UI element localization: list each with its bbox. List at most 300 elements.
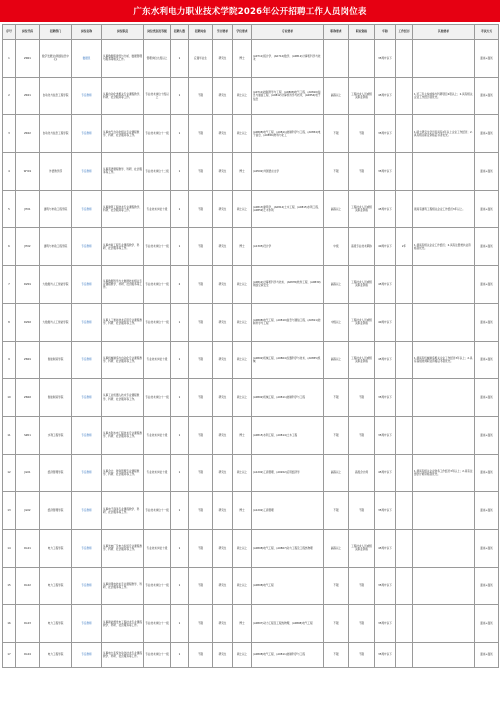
department-cell: 电力工程学院: [40, 567, 72, 605]
target-applicants-cell: 不限: [189, 379, 213, 417]
title-requirement-cell: 副高以上: [324, 77, 349, 115]
qualification-cell: 工程技术人员或相关职业资格: [349, 529, 375, 567]
table-row: [3, 605, 499, 643]
title-requirement-cell: 副高以上: [324, 266, 349, 304]
table-header-row: [3, 25, 499, 40]
major-requirement-cell: (A0807)动力工程及工程热物理、(A0808)电气工程: [252, 605, 324, 643]
work-experience-cell: 2年: [396, 228, 413, 266]
degree-cell: 硕士以上: [233, 77, 252, 115]
degree-cell: 博士: [233, 605, 252, 643]
position-code-cell: DL02: [16, 567, 40, 605]
row-number-cell: 17: [3, 643, 16, 668]
education-cell: 研究生: [213, 341, 233, 379]
position-code-cell: JH02: [16, 228, 40, 266]
education-cell: 研究生: [213, 492, 233, 530]
table-row: [3, 643, 499, 668]
position-name-cell: 专任教师: [72, 77, 102, 115]
education-cell: 研究生: [213, 266, 233, 304]
degree-cell: 硕士以上: [233, 303, 252, 341]
age-cell: 35周岁以下: [375, 605, 396, 643]
age-cell: 45周岁以下: [375, 77, 396, 115]
department-cell: 电力工程学院: [40, 605, 72, 643]
qualification-cell: 高级会计师: [349, 454, 375, 492]
table-row: [3, 416, 499, 454]
exam-method-cell: 面谈+面试: [475, 40, 499, 78]
work-experience-cell: [396, 454, 413, 492]
major-requirement-cell: (A1202)工商管理、(A0202)应用经济学: [252, 454, 324, 492]
header-cell: 序号: [3, 25, 16, 40]
qualification-cell: 不限: [349, 379, 375, 417]
position-name-cell: 专任教师: [72, 416, 102, 454]
work-experience-cell: [396, 643, 413, 668]
row-number-cell: 15: [3, 567, 16, 605]
major-requirement-cell: (A0802)机械工程、(A0811)控制科学与工程: [252, 379, 324, 417]
title-requirement-cell: 不限: [324, 492, 349, 530]
responsibilities-cell: 从事英语课程教学、科研、社会服务等工作。: [102, 153, 144, 191]
header-cell: 职业资格: [349, 25, 375, 40]
education-cell: 研究生: [213, 40, 233, 78]
education-cell: 研究生: [213, 77, 233, 115]
age-cell: 35周岁以下: [375, 567, 396, 605]
table-body: [3, 40, 499, 668]
table-row: [3, 77, 499, 115]
department-cell: 建筑与市政工程学院: [40, 228, 72, 266]
header-cell: 招聘部门: [40, 25, 72, 40]
title-requirement-cell: 不限: [324, 567, 349, 605]
row-number-cell: 12: [3, 454, 16, 492]
position-code-cell: ZK01: [16, 77, 40, 115]
education-cell: 研究生: [213, 379, 233, 417]
position-name-cell: 专任教师: [72, 492, 102, 530]
title-requirement-cell: 不限: [324, 153, 349, 191]
education-cell: 研究生: [213, 567, 233, 605]
header-cell: 工作经历: [396, 25, 413, 40]
table-row: [3, 454, 499, 492]
other-requirements-cell: 1.硕士研究生学历需具有2年以上企业工作经历；2.具有相关职业资格证书者优先。: [413, 115, 475, 153]
headcount-cell: 1: [171, 115, 189, 153]
target-applicants-cell: 不限: [189, 77, 213, 115]
headcount-cell: 1: [171, 153, 189, 191]
exam-method-cell: 面谈+面试: [475, 228, 499, 266]
position-code-cell: DZ02: [16, 303, 40, 341]
other-requirements-cell: [413, 605, 475, 643]
degree-cell: 硕士以上: [233, 529, 252, 567]
row-number-cell: 7: [3, 266, 16, 304]
department-cell: 智能制造学院: [40, 379, 72, 417]
header-cell: 学历要求: [213, 25, 233, 40]
post-category-cell: 专业技术岗位十一级: [144, 266, 171, 304]
title-requirement-cell: 副高以上: [324, 190, 349, 228]
title-requirement-cell: 中级以上: [324, 303, 349, 341]
post-category-cell: 专业技术岗位十一级: [144, 228, 171, 266]
title-requirement-cell: 副高以上: [324, 341, 349, 379]
education-cell: 研究生: [213, 115, 233, 153]
degree-cell: 博士: [233, 228, 252, 266]
row-number-cell: 6: [3, 228, 16, 266]
post-category-cell: 专业技术岗位十级: [144, 454, 171, 492]
degree-cell: 硕士以上: [233, 567, 252, 605]
major-requirement-cell: (A0815)水利工程、(A0814)土木工程: [252, 416, 324, 454]
department-cell: 经济管理学院: [40, 492, 72, 530]
responsibilities-cell: 从事电力系统自动化技术专业课程教学、科研、社会服务等工作。: [102, 643, 144, 668]
headcount-cell: 1: [171, 228, 189, 266]
work-experience-cell: [396, 153, 413, 191]
table-row: [3, 228, 499, 266]
education-cell: 研究生: [213, 228, 233, 266]
work-experience-cell: [396, 605, 413, 643]
post-category-cell: 专业技术岗位十一级: [144, 379, 171, 417]
responsibilities-cell: 从事发电厂及电力系统专业课程教学、科研、社会服务等工作。: [102, 529, 144, 567]
education-cell: 研究生: [213, 190, 233, 228]
exam-method-cell: 面谈+面试: [475, 303, 499, 341]
major-requirement-cell: (A0711)控制科学与工程、(A0808)电气工程、(A0810)信息与通信工程、(A0812)计算机科学与技术、(A0854)电子信息: [252, 77, 324, 115]
qualification-cell: 工程技术人员或相关职业资格: [349, 341, 375, 379]
department-cell: 自动化与信息工程学院: [40, 115, 72, 153]
target-applicants-cell: 不限: [189, 341, 213, 379]
qualification-cell: 不限: [349, 115, 375, 153]
table-row: [3, 153, 499, 191]
header-cell: 岗位名称: [72, 25, 102, 40]
row-number-cell: 9: [3, 341, 16, 379]
position-name-cell: 专任教师: [72, 567, 102, 605]
position-name-cell: 专任教师: [72, 266, 102, 304]
headcount-cell: 1: [171, 379, 189, 417]
age-cell: 35周岁以下: [375, 643, 396, 668]
work-experience-cell: [396, 379, 413, 417]
headcount-cell: 1: [171, 77, 189, 115]
degree-cell: 博士: [233, 416, 252, 454]
department-cell: 电力工程学院: [40, 643, 72, 668]
table-row: [3, 40, 499, 78]
exam-method-cell: 面谈+面试: [475, 529, 499, 567]
degree-cell: 博士: [233, 492, 252, 530]
title-requirement-cell: 不限: [324, 379, 349, 417]
exam-method-cell: 面谈+面试: [475, 605, 499, 643]
responsibilities-cell: 从事电子商务专业课程教学、科研、社会服务等工作。: [102, 492, 144, 530]
position-name-cell: 专任教师: [72, 190, 102, 228]
work-experience-cell: [396, 40, 413, 78]
degree-cell: 硕士以上: [233, 190, 252, 228]
department-cell: 大数据与人工智能学院: [40, 303, 72, 341]
post-category-cell: 专业技术岗位十级: [144, 416, 171, 454]
department-cell: 数字发展处(网络信息中心): [40, 40, 72, 78]
header-cell: 专业要求: [252, 25, 324, 40]
education-cell: 研究生: [213, 153, 233, 191]
qualification-cell: 不限: [349, 567, 375, 605]
headcount-cell: 1: [171, 567, 189, 605]
age-cell: 35周岁以下: [375, 492, 396, 530]
qualification-cell: 工程技术人员或相关职业资格: [349, 77, 375, 115]
position-code-cell: DL04: [16, 643, 40, 668]
other-requirements-cell: [413, 567, 475, 605]
degree-cell: 硕士以上: [233, 266, 252, 304]
post-category-cell: 专业技术岗位十级: [144, 190, 171, 228]
header-cell: 年龄: [375, 25, 396, 40]
position-code-cell: JG01: [16, 454, 40, 492]
headcount-cell: 1: [171, 454, 189, 492]
position-name-cell: 专任教师: [72, 303, 102, 341]
age-cell: 45周岁以下: [375, 266, 396, 304]
exam-method-cell: 面谈+面试: [475, 643, 499, 668]
education-cell: 研究生: [213, 416, 233, 454]
table-row: [3, 567, 499, 605]
headcount-cell: 1: [171, 303, 189, 341]
major-requirement-cell: (A1305)设计学: [252, 228, 324, 266]
headcount-cell: 1: [171, 40, 189, 78]
title-requirement-cell: 不限: [324, 416, 349, 454]
position-name-cell: 专任教师: [72, 153, 102, 191]
post-category-cell: 专业技术岗位十一级: [144, 605, 171, 643]
post-category-cell: 专业技术岗位十级: [144, 341, 171, 379]
title-requirement-cell: 副高以上: [324, 529, 349, 567]
qualification-cell: 不限: [349, 416, 375, 454]
target-applicants-cell: 不限: [189, 228, 213, 266]
department-cell: 自动化与信息工程学院: [40, 77, 72, 115]
responsibilities-cell: 从事建筑工程技术专业课程教学、科研、社会服务等工作。: [102, 190, 144, 228]
age-cell: 45周岁以下: [375, 341, 396, 379]
header-cell: 职称要求: [324, 25, 349, 40]
target-applicants-cell: 不限: [189, 529, 213, 567]
position-code-cell: ZN01: [16, 341, 40, 379]
degree-cell: 硕士以上: [233, 643, 252, 668]
age-cell: 35周岁以下: [375, 379, 396, 417]
title-requirement-cell: 副高以上: [324, 454, 349, 492]
position-code-cell: JG02: [16, 492, 40, 530]
degree-cell: 硕士以上: [233, 379, 252, 417]
header-cell: 岗位职责: [102, 25, 144, 40]
target-applicants-cell: 不限: [189, 643, 213, 668]
position-code-cell: JH01: [16, 190, 40, 228]
post-category-cell: 专业技术岗位十二级: [144, 153, 171, 191]
responsibilities-cell: 从事会计、财务管理专业课程教学、科研、社会服务等工作。: [102, 454, 144, 492]
age-cell: 40周岁以下: [375, 303, 396, 341]
headcount-cell: 1: [171, 529, 189, 567]
education-cell: 研究生: [213, 529, 233, 567]
work-experience-cell: [396, 266, 413, 304]
education-cell: 研究生: [213, 303, 233, 341]
title-requirement-cell: 不限: [324, 605, 349, 643]
exam-method-cell: 面谈+面试: [475, 454, 499, 492]
degree-cell: 硕士以上: [233, 115, 252, 153]
target-applicants-cell: 不限: [189, 492, 213, 530]
position-name-cell: 专任教师: [72, 228, 102, 266]
work-experience-cell: [396, 190, 413, 228]
other-requirements-cell: [413, 379, 475, 417]
title-bar: [0, 0, 500, 22]
headcount-cell: 1: [171, 605, 189, 643]
header-cell: 招聘对象: [189, 25, 213, 40]
work-experience-cell: [396, 303, 413, 341]
department-cell: 外语教学部: [40, 153, 72, 191]
responsibilities-cell: 从事新能源发电工程技术专业课程教学、科研、社会服务等工作。: [102, 605, 144, 643]
title-requirement-cell: 不限: [324, 643, 349, 668]
page-title: 广东水利电力职业技术学院2026年公开招聘工作人员岗位表: [133, 7, 367, 17]
row-number-cell: 16: [3, 605, 16, 643]
qualification-cell: 不限: [349, 153, 375, 191]
exam-method-cell: 面谈+面试: [475, 266, 499, 304]
exam-method-cell: 面谈+面试: [475, 492, 499, 530]
target-applicants-cell: 不限: [189, 416, 213, 454]
major-requirement-cell: (A0812)计算机科学与技术、(A0835)软件工程、(A0839)网络空间安全: [252, 266, 324, 304]
header-cell: 其他要求: [413, 25, 475, 40]
exam-method-cell: 面谈+面试: [475, 153, 499, 191]
table-row: [3, 303, 499, 341]
work-experience-cell: [396, 567, 413, 605]
work-experience-cell: [396, 77, 413, 115]
responsibilities-cell: 从事数据科学与大数据技术相关专业课程教学、科研、社会服务等工作。: [102, 266, 144, 304]
post-category-cell: 专业技术岗位十一级: [144, 567, 171, 605]
post-category-cell: 专业技术岗位十一级: [144, 492, 171, 530]
major-requirement-cell: (A0711)统计学、(A0712)数学、(A0812)计算机科学与技术: [252, 40, 324, 78]
department-cell: 大数据与人工智能学院: [40, 266, 72, 304]
row-number-cell: 10: [3, 379, 16, 417]
qualification-cell: 高级专业技术职称: [349, 228, 375, 266]
major-requirement-cell: (A0808)电气工程、(A0811)控制科学与工程、(A0854)电子信息、(A0856)材料与化工: [252, 115, 324, 153]
table-row: [3, 341, 499, 379]
target-applicants-cell: 不限: [189, 190, 213, 228]
target-applicants-cell: 不限: [189, 567, 213, 605]
table-row: [3, 190, 499, 228]
target-applicants-cell: 不限: [189, 153, 213, 191]
title-requirement-cell: [324, 40, 349, 78]
position-name-cell: 专任教师: [72, 605, 102, 643]
age-cell: 45周岁以下: [375, 529, 396, 567]
headcount-cell: 1: [171, 416, 189, 454]
table-row: [3, 379, 499, 417]
work-experience-cell: [396, 115, 413, 153]
department-cell: 智能制造学院: [40, 341, 72, 379]
department-cell: 水利工程学院: [40, 416, 72, 454]
row-number-cell: 11: [3, 416, 16, 454]
major-requirement-cell: (A0808)电气工程、(A0811)控制科学与工程: [252, 643, 324, 668]
work-experience-cell: [396, 416, 413, 454]
responsibilities-cell: 从事人工智能技术应用专业课程教学、科研、社会服务等工作。: [102, 303, 144, 341]
row-number-cell: 14: [3, 529, 16, 567]
exam-method-cell: 面谈+面试: [475, 77, 499, 115]
row-number-cell: 3: [3, 115, 16, 153]
degree-cell: 硕士以上: [233, 341, 252, 379]
table-row: [3, 492, 499, 530]
age-cell: 35周岁以下: [375, 416, 396, 454]
header-cell: 岗位代码: [16, 25, 40, 40]
other-requirements-cell: [413, 643, 475, 668]
qualification-cell: 不限: [349, 643, 375, 668]
age-cell: 35周岁以下: [375, 115, 396, 153]
education-cell: 研究生: [213, 454, 233, 492]
exam-method-cell: 面谈+面试: [475, 341, 499, 379]
other-requirements-cell: [413, 40, 475, 78]
title-requirement-cell: 中级: [324, 228, 349, 266]
position-name-cell: 专任教师: [72, 115, 102, 153]
degree-cell: 博士: [233, 153, 252, 191]
other-requirements-cell: 1.须具有相关企业工作经历；2.具有注册类执业资格者优先。: [413, 228, 475, 266]
responsibilities-cell: 从事数据库建设与分析、数据管理与服务等相关工作。: [102, 40, 144, 78]
exam-method-cell: 面谈+面试: [475, 190, 499, 228]
qualification-cell: 工程技术人员或相关职业资格: [349, 266, 375, 304]
post-category-cell: 专业技术岗位十一级: [144, 115, 171, 153]
degree-cell: 博士: [233, 40, 252, 78]
other-requirements-cell: 1.须具有相关企业财务工作经历3年以上；2.具有注册会计师资格者优先。: [413, 454, 475, 492]
headcount-cell: 1: [171, 492, 189, 530]
headcount-cell: 1: [171, 190, 189, 228]
major-requirement-cell: (A0808)电气工程: [252, 567, 324, 605]
row-number-cell: 8: [3, 303, 16, 341]
positions-table: [2, 24, 499, 668]
position-name-cell: 专任教师: [72, 454, 102, 492]
post-category-cell: 专业技术岗位十一级: [144, 303, 171, 341]
target-applicants-cell: 不限: [189, 454, 213, 492]
age-cell: 35周岁以下: [375, 40, 396, 78]
other-requirements-cell: [413, 416, 475, 454]
position-code-cell: DZ01: [16, 266, 40, 304]
header-cell: 招聘人数: [171, 25, 189, 40]
target-applicants-cell: 不限: [189, 303, 213, 341]
header-cell: 岗位类别及等级: [144, 25, 171, 40]
position-name-cell: 专任教师: [72, 379, 102, 417]
education-cell: 研究生: [213, 643, 233, 668]
major-requirement-cell: (A0808)电气工程、(A0807)动力工程及工程热物理: [252, 529, 324, 567]
work-experience-cell: [396, 341, 413, 379]
header-cell: 学位要求: [233, 25, 252, 40]
position-code-cell: DL01: [16, 529, 40, 567]
other-requirements-cell: [413, 303, 475, 341]
row-number-cell: 2: [3, 77, 16, 115]
department-cell: 电力工程学院: [40, 529, 72, 567]
target-applicants-cell: 不限: [189, 605, 213, 643]
responsibilities-cell: 从事机械制造与自动化专业课程教学、科研、社会服务等工作。: [102, 341, 144, 379]
responsibilities-cell: 从事供用电技术专业课程教学、科研、社会服务等工作。: [102, 567, 144, 605]
exam-method-cell: 面谈+面试: [475, 115, 499, 153]
target-applicants-cell: 不限: [189, 266, 213, 304]
other-requirements-cell: 须具有建筑工程相关企业工作经历3年以上。: [413, 190, 475, 228]
exam-method-cell: 面谈+面试: [475, 379, 499, 417]
degree-cell: 硕士以上: [233, 454, 252, 492]
responsibilities-cell: 从事自动化类相关专业课程教学、科研、社会服务等工作。: [102, 77, 144, 115]
position-code-cell: ZR01: [16, 40, 40, 78]
headcount-cell: 1: [171, 643, 189, 668]
headcount-cell: 2: [171, 266, 189, 304]
major-requirement-cell: (A0802)机械工程、(A0804)仪器科学与技术、(A0855)机械: [252, 341, 324, 379]
major-requirement-cell: (A0813)建筑学、(A0814)土木工程、(A0815)水利工程、(A0859)土木水利: [252, 190, 324, 228]
title-requirement-cell: 不限: [324, 115, 349, 153]
qualification-cell: 工程技术人员或相关职业资格: [349, 190, 375, 228]
other-requirements-cell: [413, 153, 475, 191]
position-code-cell: ZN02: [16, 379, 40, 417]
education-cell: 研究生: [213, 605, 233, 643]
responsibilities-cell: 从事电气自动化相关专业课程教学、科研、社会服务等工作。: [102, 115, 144, 153]
position-code-cell: DL03: [16, 605, 40, 643]
age-cell: 40周岁以下: [375, 228, 396, 266]
row-number-cell: 13: [3, 492, 16, 530]
position-name-cell: 专任教师: [72, 529, 102, 567]
other-requirements-cell: [413, 492, 475, 530]
work-experience-cell: [396, 529, 413, 567]
responsibilities-cell: 从事市政工程专业课程教学、科研、社会服务等工作。: [102, 228, 144, 266]
age-cell: 35周岁以下: [375, 153, 396, 191]
row-number-cell: 5: [3, 190, 16, 228]
major-requirement-cell: (A0502)外国语言文学: [252, 153, 324, 191]
other-requirements-cell: [413, 266, 475, 304]
department-cell: 建筑与市政工程学院: [40, 190, 72, 228]
other-requirements-cell: [413, 529, 475, 567]
table-row: [3, 529, 499, 567]
responsibilities-cell: 从事工业机器人技术专业课程教学、科研、社会服务等工作。: [102, 379, 144, 417]
target-applicants-cell: 不限: [189, 115, 213, 153]
position-name-cell: 专任教师: [72, 341, 102, 379]
qualification-cell: 不限: [349, 492, 375, 530]
position-code-cell: WY01: [16, 153, 40, 191]
department-cell: 经济管理学院: [40, 454, 72, 492]
